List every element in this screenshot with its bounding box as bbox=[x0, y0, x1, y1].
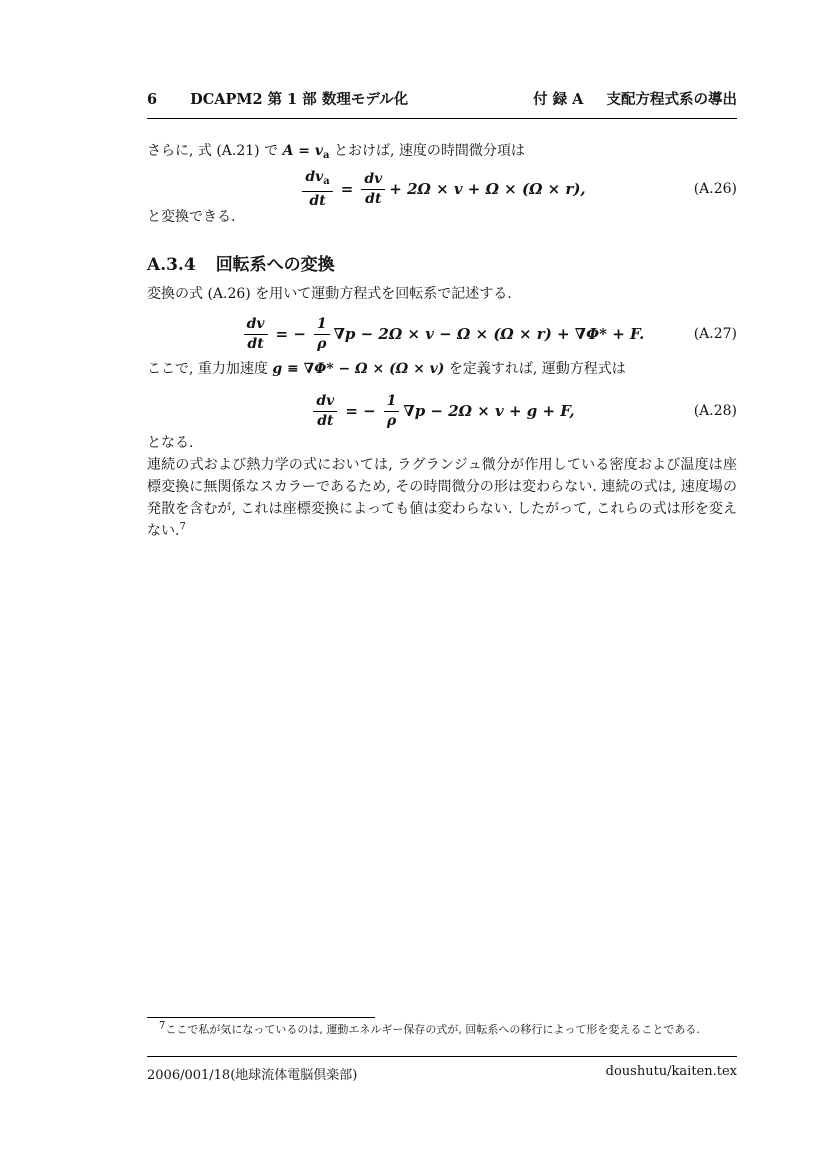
equation-a26-rhs: + 2Ω × v + Ω × (Ω × r), bbox=[389, 180, 586, 198]
inline-math-subscript: a bbox=[323, 150, 330, 161]
section-title: 回転系への変換 bbox=[215, 255, 335, 275]
frac-numerator: dv bbox=[361, 171, 385, 190]
page-number: 6 bbox=[147, 91, 158, 108]
after-a28-text bbox=[147, 432, 737, 454]
equals-minus-sign: = − bbox=[275, 325, 306, 343]
after-a26-label: と変換できる. bbox=[147, 209, 236, 225]
header-right-title: 支配方程式系の導出 bbox=[606, 91, 737, 108]
frac-denominator: ρ bbox=[317, 335, 327, 352]
frac-denominator: ρ bbox=[386, 412, 397, 429]
footer-rule bbox=[147, 1056, 737, 1057]
inline-math-gravity: g ≡ ∇Φ* − Ω × (Ω × v) bbox=[272, 361, 445, 377]
equation-number-a27: (A.27) bbox=[693, 326, 737, 342]
frac-denominator: dt bbox=[365, 190, 382, 207]
equation-a28-rhs: ∇p − 2Ω × v + g + F, bbox=[403, 402, 575, 420]
footnote-marker: 7 bbox=[159, 1020, 166, 1032]
intro-paragraph bbox=[147, 140, 737, 167]
equation-number-a28: (A.28) bbox=[693, 403, 737, 419]
fraction-1-rho bbox=[384, 393, 400, 430]
fraction-dva-dt bbox=[302, 169, 332, 210]
footnote bbox=[147, 1022, 737, 1038]
frac-numerator: dv bbox=[305, 168, 324, 185]
equation-a27-rhs: ∇p − 2Ω × v − Ω × (Ω × r) + ∇Φ* + F. bbox=[333, 325, 645, 343]
fraction-1-rho bbox=[314, 316, 330, 353]
frac-numerator: dv bbox=[313, 393, 337, 412]
footer-right-filename: doushutu/kaiten.tex bbox=[605, 1064, 737, 1079]
equation-a27-body bbox=[240, 316, 645, 353]
frac-denominator: dt bbox=[309, 192, 326, 209]
intro-text-pre: さらに, 式 (A.21) で bbox=[147, 143, 283, 159]
header-left-title: DCAPM2 第 1 部 数理モデル化 bbox=[190, 91, 409, 108]
intro-text-post: とおけば, 速度の時間微分項は bbox=[329, 143, 525, 159]
equation-a27 bbox=[147, 311, 737, 357]
frac-numerator: 1 bbox=[384, 393, 400, 412]
closing-paragraph bbox=[147, 454, 737, 542]
footnote-rule bbox=[147, 1017, 375, 1018]
equation-a28 bbox=[147, 388, 737, 434]
after-a26-text bbox=[147, 206, 737, 228]
section-heading-a34 bbox=[147, 250, 737, 275]
frac-denominator: dt bbox=[247, 335, 264, 352]
inline-math-A-va: A = v bbox=[282, 143, 324, 159]
header-left bbox=[147, 88, 408, 109]
equation-a28-body bbox=[309, 393, 574, 430]
gravity-text-post: を定義すれば, 運動方程式は bbox=[444, 361, 626, 377]
footnote-reference: 7 bbox=[179, 521, 186, 533]
frac-numerator-sub: a bbox=[323, 175, 330, 187]
page-footer bbox=[147, 1064, 737, 1083]
gravity-text-pre: ここで, 重力加速度 bbox=[147, 361, 273, 377]
section-lead-paragraph bbox=[147, 283, 737, 305]
equals-minus-sign: = − bbox=[345, 402, 376, 420]
header-appendix-label: 付 録 A bbox=[533, 91, 584, 108]
equals-sign: = bbox=[340, 180, 354, 198]
frac-numerator: dv bbox=[244, 316, 268, 335]
footnote-text: ここで私が気になっているのは, 運動エネルギー保存の式が, 回転系への移行によって形を変えることである. bbox=[165, 1023, 700, 1036]
closing-text: 連続の式および熱力学の式においては, ラグランジュ微分が作用している密度および温度は座標変換に無関係なスカラーであるため, その時間微分の形は変わらない. 連続の式は, 速度場の発散を含むが, これは座標変換によっても値は変わらない. したがって, これらの式は形を変えない. bbox=[147, 457, 737, 539]
footer-left-credit: 2006/001/18(地球流体電脳倶楽部) bbox=[147, 1068, 358, 1083]
equation-a26-body bbox=[298, 169, 585, 210]
frac-numerator: 1 bbox=[314, 316, 330, 335]
fraction-dv-dt bbox=[244, 316, 268, 353]
frac-denominator: dt bbox=[317, 412, 334, 429]
after-a28-label: となる. bbox=[147, 435, 194, 451]
page-header bbox=[147, 88, 737, 119]
fraction-dv-dt bbox=[361, 171, 385, 208]
header-right bbox=[533, 88, 737, 109]
section-number: A.3.4 bbox=[147, 255, 196, 275]
fraction-dv-dt bbox=[313, 393, 337, 430]
section-lead-text: 変換の式 (A.26) を用いて運動方程式を回転系で記述する. bbox=[147, 286, 512, 302]
equation-number-a26: (A.26) bbox=[693, 181, 737, 197]
gravity-definition-paragraph bbox=[147, 358, 737, 380]
